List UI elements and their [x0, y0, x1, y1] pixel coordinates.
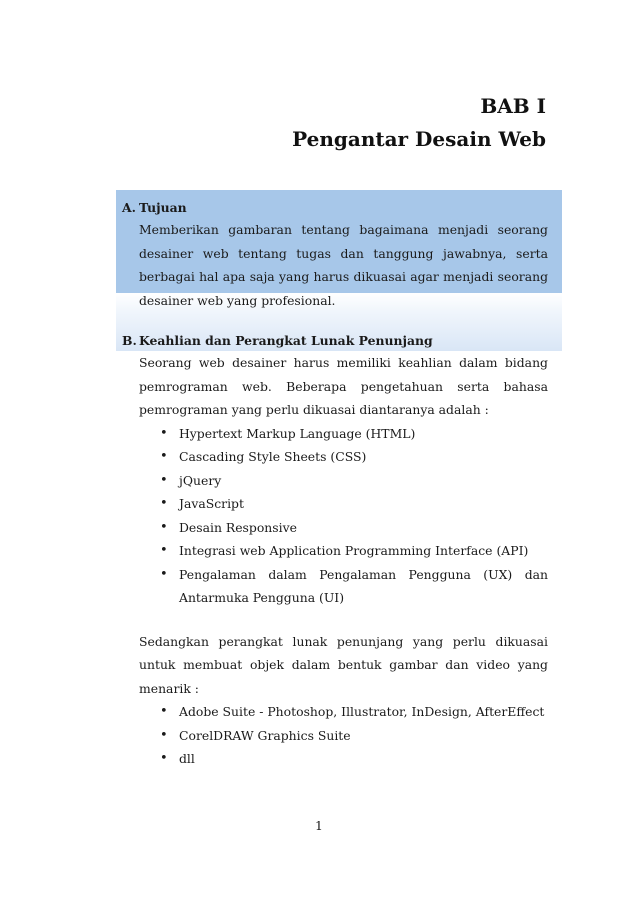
bullet-icon: •: [160, 566, 168, 582]
section-title: Keahlian dan Perangkat Lunak Penunjang: [139, 333, 433, 348]
list-item-text: Desain Responsive: [179, 519, 297, 535]
list-item-text: Adobe Suite - Photoshop, Illustrator, InDesign, AfterEffect: [179, 704, 545, 719]
section-heading: [122, 331, 548, 351]
list-item-text: Hypertext Markup Language (HTML): [179, 425, 416, 441]
list-item: [139, 516, 548, 540]
list-item-text: CorelDRAW Graphics Suite: [179, 727, 351, 743]
paragraph-spacer: [139, 610, 548, 630]
list-item-text: Pengalaman dalam Pengalaman Pengguna (UX) dan Antarmuka Pengguna (UI): [179, 566, 548, 605]
list-item: [139, 700, 548, 724]
list-item: [139, 539, 548, 563]
list-item: [139, 747, 548, 771]
list-item: [139, 492, 548, 516]
chapter-title: Pengantar Desain Web: [292, 127, 546, 151]
section-letter: B.: [122, 333, 137, 348]
list-item-text: dll: [179, 751, 195, 766]
bullet-icon: •: [160, 727, 168, 743]
page-number: 1: [315, 818, 323, 833]
software-list: [139, 700, 548, 771]
list-item-text: Integrasi web Application Programming Interface (API): [179, 543, 529, 558]
list-item: [139, 422, 548, 446]
list-item-text: jQuery: [179, 472, 222, 488]
bullet-icon: •: [160, 519, 168, 535]
chapter-heading: [292, 92, 546, 155]
bullet-icon: •: [160, 751, 168, 766]
list-item-text: Cascading Style Sheets (CSS): [179, 449, 367, 464]
section-heading: [122, 198, 548, 218]
section-skills: [122, 331, 548, 771]
bullet-icon: •: [160, 472, 168, 488]
bullet-icon: •: [160, 704, 168, 719]
bullet-icon: •: [160, 425, 168, 441]
list-item: [139, 445, 548, 469]
section-title: Tujuan: [139, 200, 187, 215]
chapter-label: BAB I: [480, 94, 546, 118]
skills-list: [139, 422, 548, 610]
bullet-icon: •: [160, 496, 168, 511]
section-objective: [122, 198, 548, 312]
list-item: [139, 469, 548, 493]
bullet-icon: •: [160, 543, 168, 558]
list-item: [139, 724, 548, 748]
section-body: [139, 351, 548, 771]
bullet-icon: •: [160, 449, 168, 464]
section-letter: A.: [122, 200, 136, 215]
software-intro-paragraph: Sedangkan perangkat lunak penunjang yang perlu dikuasai untuk membuat objek dalam bentuk gambar dan video yang menarik :: [139, 633, 548, 696]
list-item-text: JavaScript: [179, 496, 244, 511]
objective-paragraph: Memberikan gambaran tentang bagaimana menjadi seorang desainer web tentang tugas dan tanggung jawabnya, serta berbagai hal apa saja yang harus dikuasai agar menjadi seorang desainer web yang profesional.: [139, 222, 548, 308]
skills-intro-paragraph: Seorang web desainer harus memiliki keahlian dalam bidang pemrograman web. Beberapa pengetahuan serta bahasa pemrograman yang perlu dikuasai diantaranya adalah :: [139, 355, 548, 417]
list-item: [139, 563, 548, 610]
